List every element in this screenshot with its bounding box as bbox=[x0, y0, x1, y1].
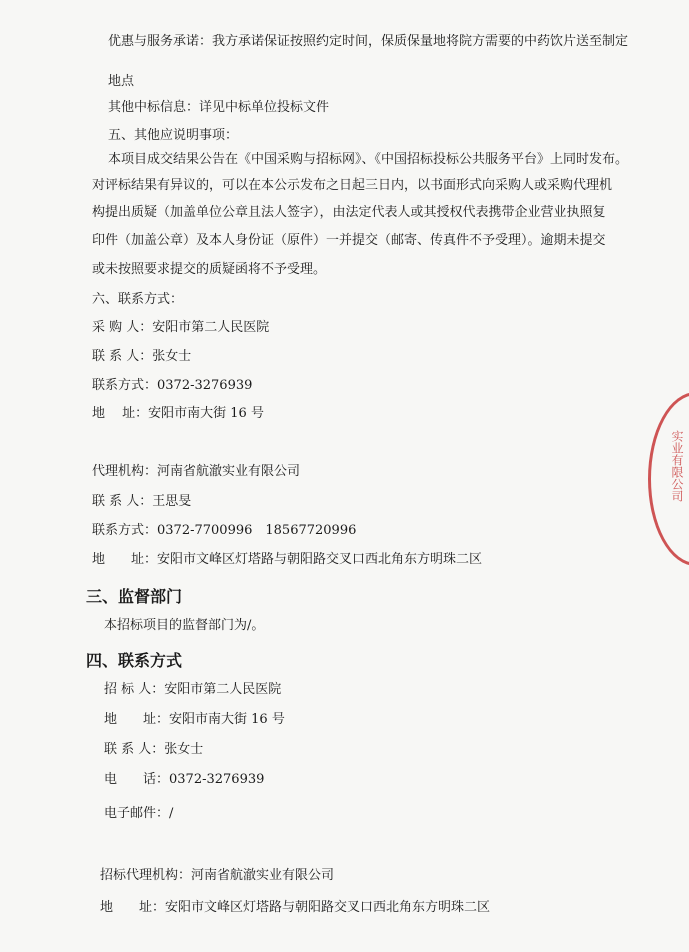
agency-row bbox=[100, 868, 334, 884]
seal-text: 实业有限公司 bbox=[670, 430, 684, 502]
promise-line-2: 地点 bbox=[108, 74, 135, 89]
purchaser-label: 采 购 人： bbox=[92, 320, 153, 335]
section-5-title: 五、其他应说明事项： bbox=[108, 128, 239, 143]
agency-label: 招标代理机构： bbox=[100, 868, 192, 883]
section-4-heading: 四、联系方式 bbox=[86, 651, 183, 670]
agent-value: 河南省航澈实业有限公司 bbox=[157, 464, 301, 479]
agent-row bbox=[92, 464, 300, 480]
phone-label: 联系方式： bbox=[92, 378, 158, 393]
email-label: 电子邮件： bbox=[104, 806, 170, 821]
agent-label: 代理机构： bbox=[92, 464, 158, 479]
bidder-phone-value: 0372-3276939 bbox=[169, 772, 265, 787]
agency-address-label: 地 址： bbox=[100, 900, 166, 915]
contact-label: 联 系 人： bbox=[92, 349, 153, 364]
para-line-4: 印件（加盖公章）及本人身份证（原件）一并提交（邮寄、传真件不予受理）。逾期未提交 bbox=[92, 233, 606, 248]
bidder-contact-value: 张女士 bbox=[164, 742, 204, 757]
purchaser-value: 安阳市第二人民医院 bbox=[152, 320, 270, 335]
address-value: 安阳市南大街 16 号 bbox=[148, 406, 264, 421]
contact-value: 张女士 bbox=[152, 349, 192, 364]
bidder-contact-label: 联 系 人： bbox=[104, 742, 165, 757]
purchaser-row bbox=[92, 320, 269, 336]
bidder-contact-row bbox=[104, 742, 203, 758]
para-line-5: 或未按照要求提交的质疑函将不予受理。 bbox=[92, 262, 327, 277]
section-6-title: 六、联系方式： bbox=[92, 292, 184, 307]
agent-address-value: 安阳市文峰区灯塔路与朝阳路交叉口西北角东方明珠二区 bbox=[157, 552, 483, 567]
para-line-1: 本项目成交结果公告在《中国采购与招标网》、《中国招标投标公共服务平台》上同时发布。 bbox=[108, 152, 629, 167]
para-line-3: 构提出质疑（加盖单位公章且法人签字），由法定代表人或其授权代表携带企业营业执照复 bbox=[92, 205, 606, 220]
bidder-phone-row bbox=[104, 772, 264, 788]
agent-phone-value: 0372-7700996 18567720996 bbox=[157, 523, 357, 538]
agent-phone-row bbox=[92, 523, 356, 539]
bidder-row bbox=[104, 682, 281, 698]
bidder-address-label: 地 址： bbox=[104, 712, 170, 727]
address-row bbox=[92, 406, 264, 422]
bidder-address-value: 安阳市南大街 16 号 bbox=[169, 712, 285, 727]
agent-phone-label: 联系方式： bbox=[92, 523, 158, 538]
address-label: 地 址： bbox=[92, 406, 149, 421]
agency-address-row bbox=[100, 900, 490, 916]
agent-contact-label: 联 系 人： bbox=[92, 494, 153, 509]
bidder-address-row bbox=[104, 712, 285, 728]
para-line-2: 对评标结果有异议的，可以在本公示发布之日起三日内，以书面形式向采购人或采购代理机 bbox=[92, 178, 613, 193]
other-info-line: 其他中标信息：详见中标单位投标文件 bbox=[108, 100, 330, 115]
email-value: / bbox=[169, 806, 174, 821]
agent-contact-row bbox=[92, 494, 191, 510]
agency-value: 河南省航澈实业有限公司 bbox=[191, 868, 335, 883]
bidder-label: 招 标 人： bbox=[104, 682, 165, 697]
agency-address-value: 安阳市文峰区灯塔路与朝阳路交叉口西北角东方明珠二区 bbox=[165, 900, 491, 915]
supervision-text: 本招标项目的监督部门为/。 bbox=[104, 618, 265, 633]
phone-value: 0372-3276939 bbox=[157, 378, 253, 393]
bidder-phone-label: 电 话： bbox=[104, 772, 170, 787]
agent-address-label: 地 址： bbox=[92, 552, 158, 567]
contact-row bbox=[92, 349, 191, 365]
section-3-heading: 三、监督部门 bbox=[86, 587, 183, 606]
phone-row bbox=[92, 378, 252, 394]
promise-line-1: 优惠与服务承诺：我方承诺保证按照约定时间，保质保量地将院方需要的中药饮片送至制定 bbox=[108, 34, 629, 49]
bidder-value: 安阳市第二人民医院 bbox=[164, 682, 282, 697]
agent-contact-value: 王思旻 bbox=[152, 494, 192, 509]
agent-address-row bbox=[92, 552, 482, 568]
email-row bbox=[104, 806, 173, 822]
